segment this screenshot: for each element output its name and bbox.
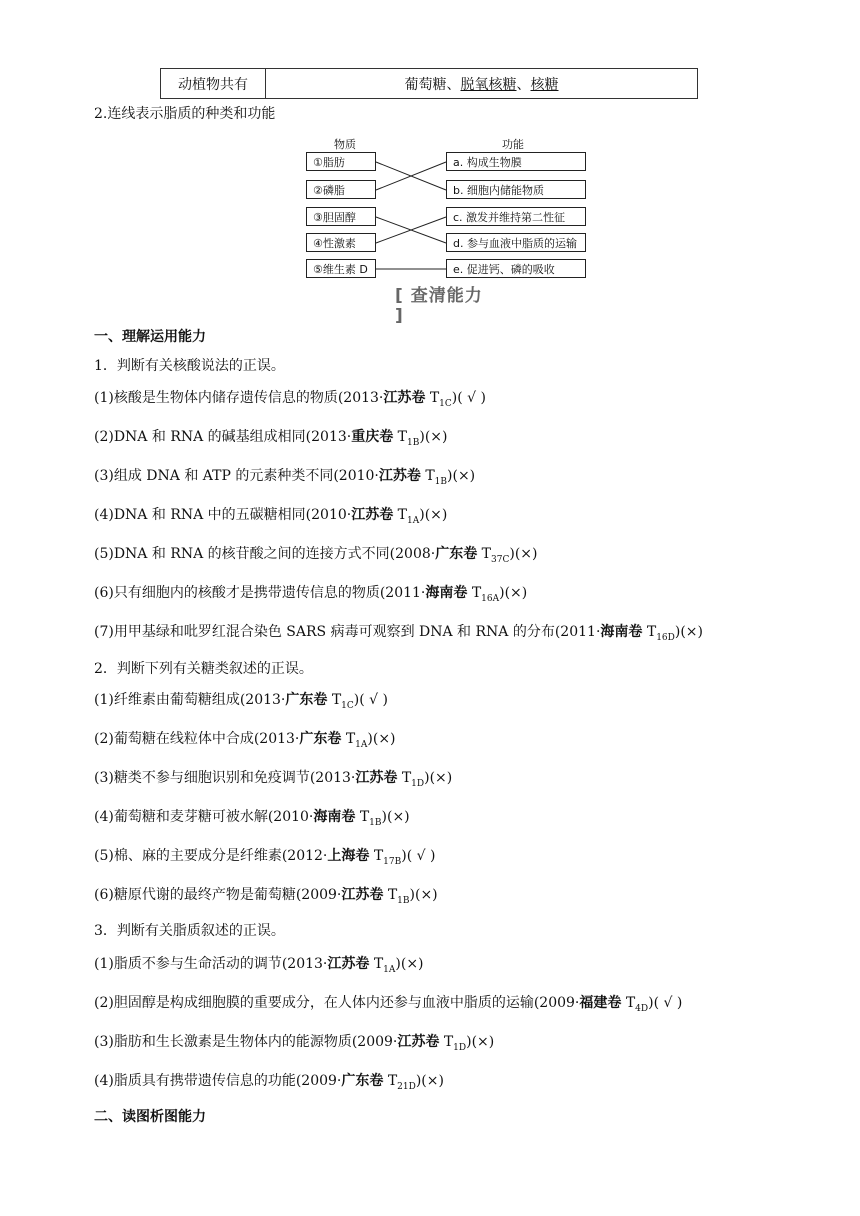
- table-cell-sugars: [266, 69, 697, 98]
- substance-vitamin-d: ⑤维生素 D: [306, 259, 376, 278]
- judgement-item: (4)脂质具有携带遗传信息的功能(2009·广东卷 $T_{21D})(\times)$: [94, 1073, 444, 1092]
- judgement-item: (5)棉、麻的主要成分是纤维素(2012·上海卷 $T_{17B}$)( √ ): [94, 848, 436, 867]
- question-2-title: 2.连线表示脂质的种类和功能: [94, 106, 276, 122]
- sugar-separator: 、: [516, 76, 531, 93]
- table-cell-category: 动植物共有: [161, 69, 266, 98]
- judgement-item: (2)DNA 和 RNA 的碱基组成相同(2013·重庆卷 $T_{1B})(\times)$: [94, 429, 448, 448]
- lipid-matching-diagram: [306, 134, 596, 284]
- right-column-header: 功能: [502, 138, 524, 151]
- judgement-item: (4)葡萄糖和麦芽糖可被水解(2010·海南卷 $T_{1B})(\times)$: [94, 809, 410, 828]
- substance-cholesterol: ③胆固醇: [306, 207, 376, 226]
- substance-sex-hormone: ④性激素: [306, 233, 376, 252]
- judgement-item: (4)DNA 和 RNA 中的五碳糖相同(2010·江苏卷 $T_{1A})(\times)$: [94, 507, 448, 526]
- judgement-item: (3)脂肪和生长激素是生物体内的能源物质(2009·江苏卷 $T_{1D})(\times)$: [94, 1034, 495, 1053]
- function-a: a. 构成生物膜: [446, 152, 586, 171]
- judgement-item: (1)脂质不参与生命活动的调节(2013·江苏卷 $T_{1A})(\times)$: [94, 956, 424, 975]
- left-column-header: 物质: [334, 138, 356, 151]
- section-banner: [ 查清能力 ]: [395, 285, 483, 326]
- question-heading-nucleic: 1．判断有关核酸说法的正误。: [94, 358, 285, 374]
- judgement-item: (2)葡萄糖在线粒体中合成(2013·广东卷 $T_{1A})(\times)$: [94, 731, 396, 750]
- judgement-item: (3)组成 DNA 和 ATP 的元素种类不同(2010·江苏卷 $T_{1B})(\times)$: [94, 468, 476, 487]
- sugar-separator: 、: [446, 76, 461, 93]
- sugar-ribose: 核糖: [530, 76, 559, 93]
- judgement-item: (7)用甲基绿和吡罗红混合染色 SARS 病毒可观察到 DNA 和 RNA 的分布(2011·海南卷 $T_{16D})(\times)$: [94, 624, 703, 643]
- sugar-table-row: [160, 68, 698, 99]
- judgement-item: (5)DNA 和 RNA 的核苷酸之间的连接方式不同(2008·广东卷 $T_{37C})(\times)$: [94, 546, 538, 565]
- function-d: d. 参与血液中脂质的运输: [446, 233, 586, 252]
- judgement-item: (1)核酸是生物体内储存遗传信息的物质(2013·江苏卷 $T_{1C}$)( √ ): [94, 390, 487, 409]
- substance-phospholipid: ②磷脂: [306, 180, 376, 199]
- question-heading-lipids: 3．判断有关脂质叙述的正误。: [94, 923, 285, 939]
- judgement-item: (6)只有细胞内的核酸才是携带遗传信息的物质(2011·海南卷 $T_{16A})(\times)$: [94, 585, 528, 604]
- judgement-item: (2)胆固醇是构成细胞膜的重要成分，在人体内还参与血液中脂质的运输(2009·福建卷 $T_{4D}$)( √ ): [94, 995, 683, 1014]
- judgement-item: (1)纤维素由葡萄糖组成(2013·广东卷 $T_{1C}$)( √ ): [94, 692, 389, 711]
- section-2-heading: 二、读图析图能力: [94, 1109, 206, 1125]
- judgement-item: (6)糖原代谢的最终产物是葡萄糖(2009·江苏卷 $T_{1B})(\times)$: [94, 887, 438, 906]
- function-b: b. 细胞内储能物质: [446, 180, 586, 199]
- sugar-deoxyribose: 脱氧核糖: [460, 76, 517, 93]
- question-heading-sugars: 2．判断下列有关糖类叙述的正误。: [94, 661, 313, 677]
- section-1-heading: 一、理解运用能力: [94, 329, 206, 345]
- function-c: c. 激发并维持第二性征: [446, 207, 586, 226]
- sugar-glucose: 葡萄糖: [404, 76, 447, 93]
- function-e: e. 促进钙、磷的吸收: [446, 259, 586, 278]
- substance-fat: ①脂肪: [306, 152, 376, 171]
- judgement-item: (3)糖类不参与细胞识别和免疫调节(2013·江苏卷 $T_{1D})(\times)$: [94, 770, 453, 789]
